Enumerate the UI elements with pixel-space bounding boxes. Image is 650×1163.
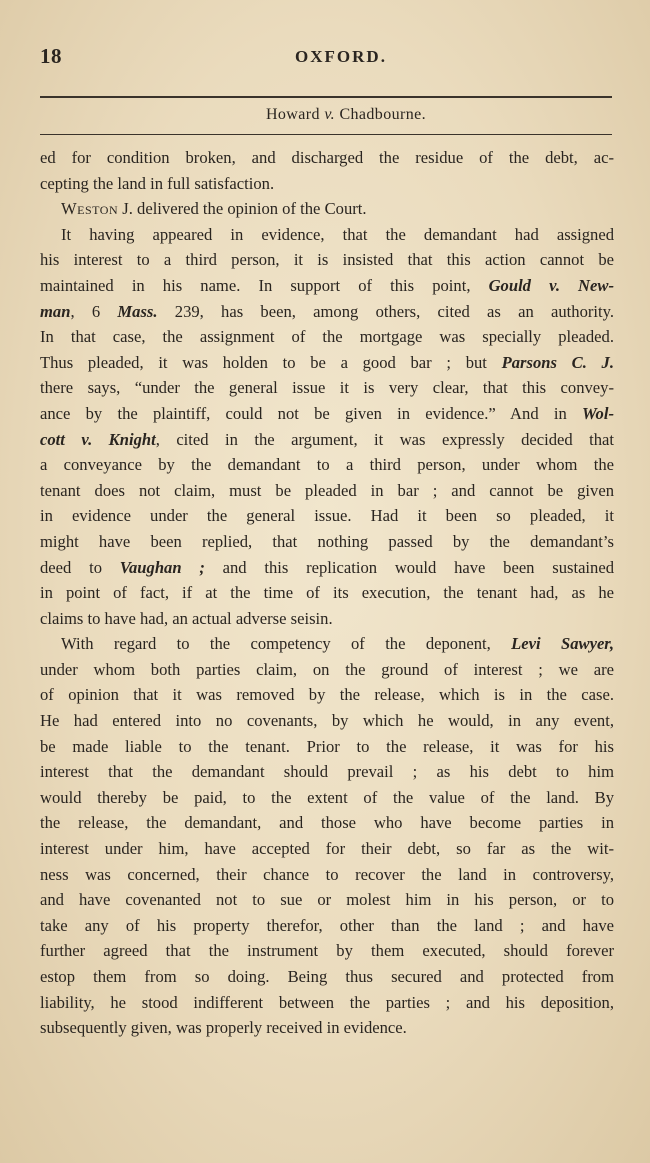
text-line: there says, “under the general issue it is very clear, that this convey- <box>40 378 614 398</box>
text-line: Weston J. delivered the opinion of the Court. <box>61 199 367 219</box>
paragraph-2 <box>40 196 614 222</box>
body-text <box>40 145 614 1041</box>
case-title <box>40 106 632 124</box>
text-line: a conveyance by the demandant to a third person, under whom the <box>40 455 614 475</box>
text-line: It having appeared in evidence, that the demandant had assigned <box>61 224 614 244</box>
header-rule-top <box>40 96 612 98</box>
text-line: In that case, the assignment of the mortgage was specially pleaded. <box>40 327 614 347</box>
text-line: liability, he stood indifferent between the parties ; and his deposition, <box>40 992 614 1012</box>
header-rule-bottom <box>40 134 612 135</box>
paragraph-3 <box>40 222 614 632</box>
text-line: ness was concerned, their chance to recover the land in controversy, <box>40 864 614 884</box>
running-title: OXFORD. <box>295 47 387 66</box>
text-line: tenant does not claim, must be pleaded in bar ; and cannot be given <box>40 480 614 500</box>
text-line: his interest to a third person, it is insisted that this action cannot be <box>40 250 614 270</box>
paragraph-4 <box>40 631 614 1041</box>
text-line: deed to Vaughan ; and this replication would have been sustained <box>40 557 614 577</box>
text-line: would thereby be paid, to the extent of the value of the land. By <box>40 787 614 807</box>
text-line: under whom both parties claim, on the ground of interest ; we are <box>40 659 614 679</box>
text-line: estop them from so doing. Being thus secured and protected from <box>40 967 614 986</box>
text-line: cepting the land in full satisfaction. <box>40 173 275 193</box>
text-line: cott v. Knight, cited in the argument, it was expressly decided that <box>40 429 614 449</box>
text-line: might have been replied, that nothing passed by the demandant’s <box>40 531 614 551</box>
text-line: in point of fact, if at the time of its execution, the tenant had, as he <box>40 583 614 603</box>
text-line: further agreed that the instrument by them executed, should forever <box>40 941 614 961</box>
paragraph-1 <box>40 145 614 196</box>
page-number: 18 <box>40 44 62 68</box>
text-line: maintained in his name. In support of this point, Gould v. New- <box>40 275 614 295</box>
text-line: take any of his property therefor, other than the land ; and have <box>40 915 614 935</box>
text-line: subsequently given, was properly received in evidence. <box>40 1018 407 1038</box>
text-line: the release, the demandant, and those who have become parties in <box>40 813 614 833</box>
text-line: in evidence under the general issue. Had it been so pleaded, it <box>40 506 614 526</box>
text-line: of opinion that it was removed by the release, which is in the case. <box>40 685 614 705</box>
case-versus: v. <box>324 106 336 123</box>
text-line: be made liable to the tenant. Prior to the release, it was for his <box>40 736 614 756</box>
text-line: man, 6 Mass. 239, has been, among others, cited as an authority. <box>40 301 614 321</box>
text-line: With regard to the competency of the deponent, Levi Sawyer, <box>61 634 615 654</box>
text-line: claims to have had, an actual adverse seisin. <box>40 608 333 628</box>
text-line: interest that the demandant should prevail ; as his debt to him <box>40 762 614 782</box>
text-line: Thus pleaded, it was holden to be a good bar ; but Parsons C. J. <box>40 352 614 372</box>
case-defendant: Chadbourne. <box>339 106 427 123</box>
case-plaintiff: Howard <box>265 106 320 123</box>
running-head <box>40 44 612 74</box>
text-line: ed for condition broken, and discharged the residue of the debt, ac- <box>40 148 614 167</box>
text-line: ance by the plaintiff, could not be given in evidence.” And in Wol- <box>40 403 614 423</box>
text-line: and have covenanted not to sue or molest him in his person, or to <box>40 890 614 910</box>
text-line: interest under him, have accepted for their debt, so far as the wit- <box>40 839 614 859</box>
text-line: He had entered into no covenants, by which he would, in any event, <box>40 711 614 731</box>
